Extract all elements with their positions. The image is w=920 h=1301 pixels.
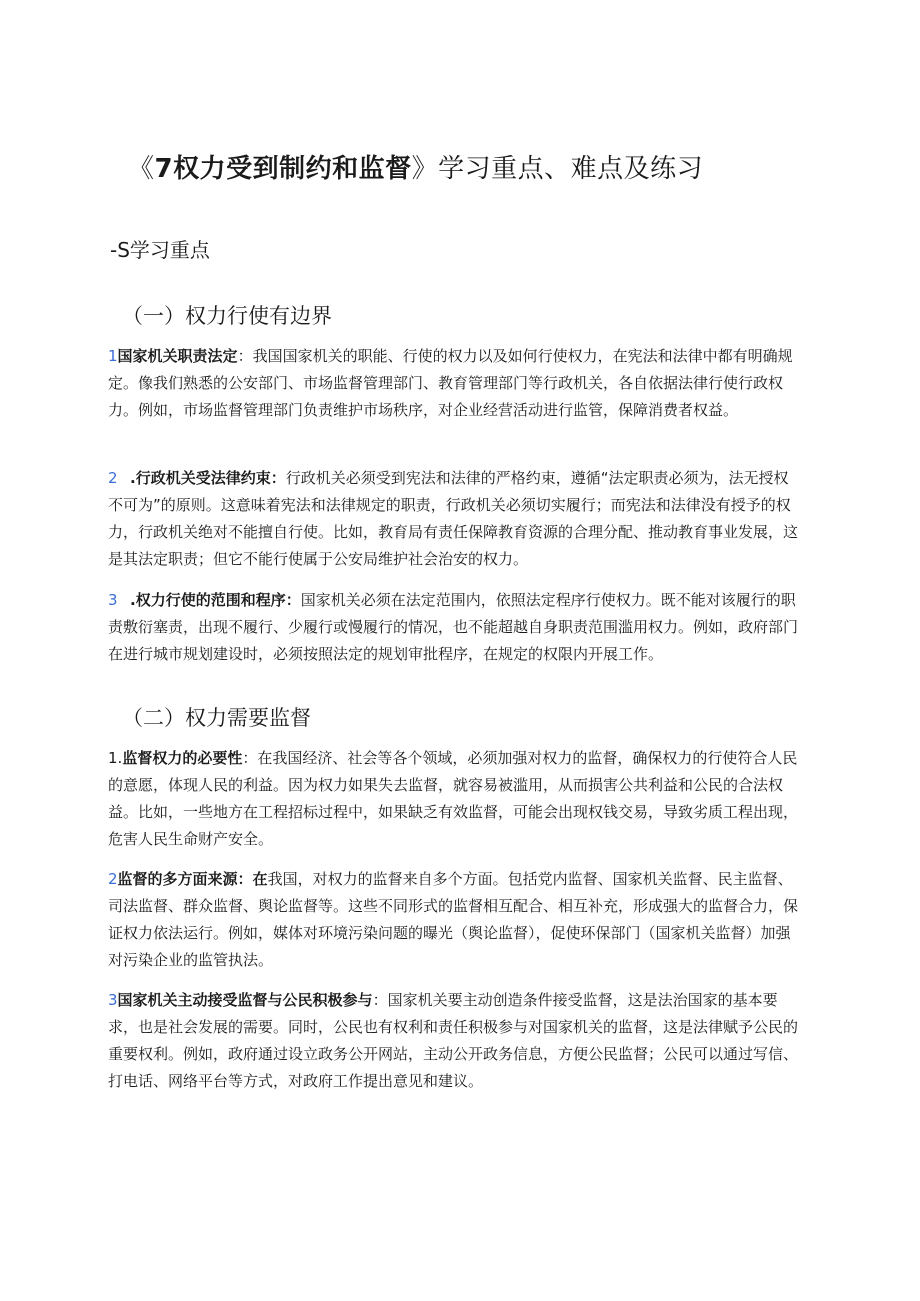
item-text: ：我国国家机关的职能、行使的权力以及如何行使权力，在宪法和法律中都有明确规定。像我们熟悉的公安部门、市场监督管理部门、教育管理部门等行政机关，各自依据法律行使行政权力。例如，市场监督管理部门负责维护市场秩序，对企业经营活动进行监管，保障消费者权益。 [108,347,793,419]
document-title [128,148,703,185]
part1-item-2 [108,465,800,573]
item-text: ：国家机关要主动创造条件接受监督，这是法治国家的基本要求，也是社会发展的需要。同时，公民也有权利和责任积极参与对国家机关的监督，这是法律赋予公民的重要权利。例如，政府通过设立政务公开网站，主动公开政务信息，方便公民监督；公民可以通过写信、打电话、网络平台等方式，对政府工作提出意见和建议。 [108,991,799,1090]
item-number: 1 [108,347,118,365]
section-heading: -S学习重点 [110,238,210,262]
item-text: 我国，对权力的监督来自多个方面。包括党内监督、国家机关监督、民主监督、司法监督、群众监督、舆论监督等。这些不同形式的监督相互配合、相互补充，形成强大的监督合力，保证权力依法运行。例如，媒体对环境污染问题的曝光（舆论监督），促使环保部门（国家机关监督）加强对污染企业的监管执法。 [108,870,799,969]
title-suffix: 》学习重点、难点及练习 [411,154,704,184]
item-number: 3 [108,991,118,1009]
item-text: ：在我国经济、社会等各个领域，必须加强对权力的监督，确保权力的行使符合人民的意愿，体现人民的利益。因为权力如果失去监督，就容易被滥用，从而损害公共利益和公民的合法权益。比如，一些地方在工程招标过程中，如果缺乏有效监督，可能会出现权钱交易，导致劣质工程出现，危害人民生命财产安全。 [108,749,799,848]
item-lead: 国家机关主动接受监督与公民积极参与 [117,991,373,1009]
part2-item-1 [108,745,800,853]
item-lead: 监督权力的必要性 [122,749,243,767]
item-number: 2 [108,870,118,888]
title-prefix: 《 [128,154,155,184]
item-lead: 国家机关职责法定 [117,347,238,365]
item-number: 2 [108,469,118,487]
item-text: 国家机关必须在法定范围内，依照法定程序行使权力。既不能对该履行的职责敷衍塞责，出现不履行、少履行或慢履行的情况，也不能超越自身职责范围滥用权力。例如，政府部门在进行城市规划建设时，必须按照法定的规划审批程序，在规定的权限内开展工作。 [108,591,799,663]
item-number: 1. [108,749,123,767]
part2-heading: （二）权力需要监督 [122,706,311,730]
item-lead: .权力行使的范围和程序： [130,591,301,609]
item-number: 3 [108,591,118,609]
part1-item-1 [108,343,800,424]
item-text: 行政机关必须受到宪法和法律的严格约束，遵循“法定职责必须为，法无授权不可为”的原则。这意味着宪法和法律规定的职责，行政机关必须切实履行；而宪法和法律没有授予的权力，行政机关绝对不能擅自行使。比如，教育局有责任保障教育资源的合理分配、推动教育事业发展，这是其法定职责；但它不能行使属于公安局维护社会治安的权力。 [108,469,799,568]
part2-item-2 [108,866,800,974]
part1-item-3 [108,587,800,668]
title-bold: 7权力受到制约和监督 [154,154,412,184]
part1-heading: （一）权力行使有边界 [122,304,332,328]
item-lead: .行政机关受法律约束： [130,469,286,487]
item-lead: 监督的多方面来源：在 [117,870,268,888]
part2-item-3 [108,987,800,1095]
